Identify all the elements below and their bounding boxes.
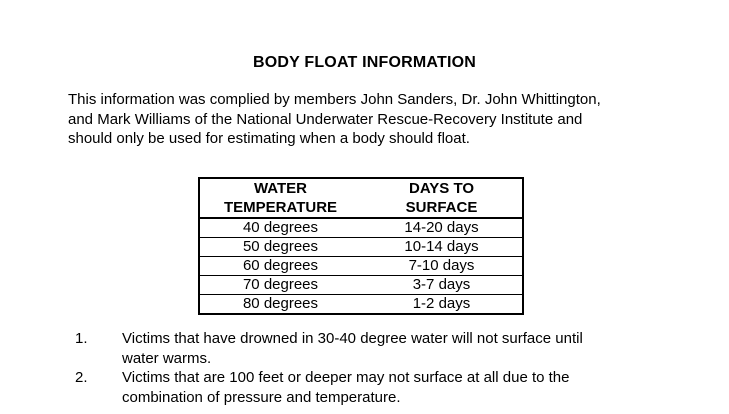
temperature-cell: 70 degrees [199,276,361,295]
table-row [199,238,523,257]
days-cell: 10-14 days [361,238,523,257]
note-line: Victims that have drowned in 30-40 degree water will not surface until [122,330,583,347]
table-row [199,257,523,276]
notes-list [75,329,583,407]
intro-line: and Mark Williams of the National Underwater Rescue-Recovery Institute and [68,110,583,128]
list-item [75,368,583,407]
note-line: combination of pressure and temperature. [122,388,401,406]
header-line: DAYS TO [408,180,475,197]
header-line: SURFACE [405,199,478,216]
intro-line: should only be used for estimating when a body should float. [68,130,470,147]
temperature-cell: 50 degrees [199,238,361,257]
list-item-number: 1. [75,330,88,347]
list-item-text [122,368,583,407]
days-cell: 1-2 days [412,295,471,312]
temperature-cell: 60 degrees [199,257,361,276]
column-header-days-to-surface [361,178,523,218]
days-cell: 7-10 days [361,257,523,276]
table-row [199,295,523,315]
list-item-text [122,329,583,368]
column-header-water-temperature [199,178,361,218]
header-line: TEMPERATURE [223,199,338,216]
note-line: water warms. [122,349,212,367]
document-title: BODY FLOAT INFORMATION [252,54,477,71]
table-row [199,276,523,295]
intro-line: This information was complied by members John Sanders, Dr. John Whittington, [68,91,601,108]
table-row [199,218,523,238]
list-item-number: 2. [75,369,88,386]
days-cell: 14-20 days [361,218,523,238]
temperature-cell: 80 degrees [242,295,319,312]
body-float-table [198,177,524,315]
intro-paragraph [68,90,668,149]
temperature-cell: 40 degrees [199,218,361,238]
note-line: Victims that are 100 feet or deeper may not surface at all due to the [122,369,570,386]
list-item [75,329,583,368]
table-header-row [199,178,523,218]
header-line: WATER [253,180,308,197]
days-cell: 3-7 days [361,276,523,295]
